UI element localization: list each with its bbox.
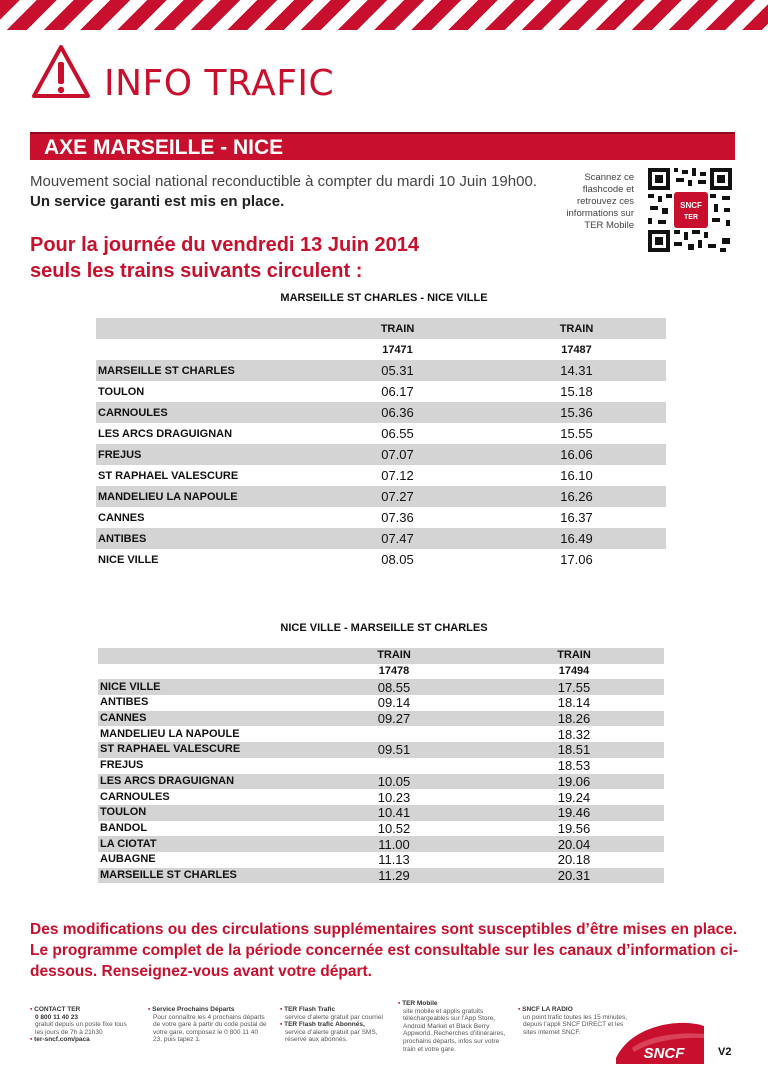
departure-time: 10.23 <box>377 789 411 805</box>
departure-time: 06.55 <box>381 426 414 441</box>
route-1-title-text: MARSEILLE ST CHARLES - NICE VILLE <box>280 292 488 304</box>
bullet-icon: ▪ <box>148 1006 153 1013</box>
station-name: ST RAPHAEL VALESCURE <box>98 742 304 758</box>
contact-phone[interactable]: 0 800 11 40 23 <box>35 1013 79 1021</box>
station-name: CANNES <box>98 511 145 524</box>
departure-time: 19.46 <box>484 805 664 821</box>
departure-time: 16.26 <box>487 486 666 507</box>
departure-time: 17.55 <box>484 679 664 695</box>
route-1-title <box>0 292 768 304</box>
header-empty-cell <box>98 664 304 680</box>
bullet-icon: ▪ <box>398 1000 403 1007</box>
bullet-icon: ▪ <box>30 1036 35 1044</box>
departure-time: 15.36 <box>487 402 666 423</box>
departure-time: 19.24 <box>557 789 591 805</box>
departure-time: 07.27 <box>308 486 487 507</box>
train-number-row <box>96 339 666 360</box>
station-name: ANTIBES <box>96 528 308 549</box>
departure-time: 16.10 <box>560 468 593 483</box>
departure-time: 10.52 <box>377 820 411 836</box>
table-row <box>96 402 666 423</box>
header-empty-cell <box>96 339 308 360</box>
table-row <box>96 528 666 549</box>
table-row <box>98 805 664 821</box>
departure-time: 19.06 <box>484 774 664 790</box>
departure-time: 11.00 <box>304 836 484 852</box>
departure-time: 11.13 <box>378 852 410 868</box>
hazard-stripe-band <box>0 0 768 30</box>
table-row <box>98 836 664 852</box>
station-name: BANDOL <box>100 821 148 834</box>
bullet-icon: ▪ <box>280 1021 285 1029</box>
headline-line-1: Pour la journée du vendredi 13 Juin 2014 <box>30 234 420 256</box>
train-number: 17478 <box>378 665 410 678</box>
flash-subscribers-desc: service d’alerte gratuit par SMS, réservé aux abonnés. <box>285 1028 378 1044</box>
departure-time: 16.06 <box>487 444 666 465</box>
contact-desc: gratuit depuis un poste fixe tous les jours de 7h à 21h30 <box>35 1021 127 1036</box>
table-row <box>98 758 664 774</box>
radio-desc: un point trafic toutes les 15 minutes, depuis l’appli SNCF DIRECT et les sites internet SNCF. <box>523 1013 628 1036</box>
station-name: FREJUS <box>96 444 308 465</box>
departure-time: 18.51 <box>484 742 664 758</box>
departure-time: 09.14 <box>377 695 411 711</box>
departure-time: 14.31 <box>487 360 666 381</box>
notice-bold: Un service garanti est mis en place. <box>30 193 285 210</box>
disclaimer: Des modifications ou des circulations supplémentaires sont susceptibles d’être mises en place. Le programme complet de la période concernée est consultable sur les canaux d’information ci-dessous. Renseignez-vous avant votre départ. <box>30 921 739 980</box>
station-name: MARSEILLE ST CHARLES <box>98 868 304 884</box>
departure-time: 08.05 <box>381 552 414 567</box>
table-row <box>96 486 666 507</box>
departure-time <box>304 758 484 774</box>
table-row <box>96 465 666 486</box>
station-name: TOULON <box>98 805 304 821</box>
train-number: 17494 <box>558 665 590 678</box>
footer-ter-mobile <box>398 1000 510 1053</box>
route-2-title <box>0 622 768 634</box>
prochains-title: Service Prochains Départs <box>152 1006 235 1013</box>
departure-time: 20.18 <box>557 852 591 868</box>
header-train-label: TRAIN <box>304 648 484 664</box>
departure-time: 11.29 <box>304 868 484 884</box>
warning-triangle-icon <box>30 42 92 104</box>
departure-time: 10.41 <box>304 805 484 821</box>
departure-time: 09.27 <box>304 711 484 727</box>
flash-subscribers-title: TER Flash trafic Abonnés, <box>284 1021 365 1029</box>
departure-time: 08.55 <box>304 679 484 695</box>
table-row <box>96 444 666 465</box>
table-row <box>98 774 664 790</box>
train-number: 17487 <box>561 343 592 356</box>
station-name: NICE VILLE <box>98 553 159 566</box>
flash-title: TER Flash Trafic <box>284 1006 336 1013</box>
qr-code-icon[interactable] <box>646 166 734 254</box>
header-empty-cell <box>96 318 308 339</box>
version-label: V2 <box>718 1046 732 1058</box>
footer-prochains-departs <box>148 1006 268 1044</box>
table-row <box>98 742 664 758</box>
departure-time: 20.31 <box>484 868 664 884</box>
page-title: INFO TRAFIC <box>104 62 335 104</box>
table-row <box>96 360 666 381</box>
departure-time: 18.53 <box>557 758 591 774</box>
timetable-nice-marseille <box>98 648 664 883</box>
departure-time: 07.47 <box>308 528 487 549</box>
departure-time: 06.36 <box>308 402 487 423</box>
train-number: 17471 <box>382 343 413 356</box>
station-name: ANTIBES <box>100 696 149 709</box>
departure-time: 10.05 <box>304 774 484 790</box>
departure-time: 18.14 <box>557 695 591 711</box>
notice-text: Mouvement social national reconductible à compter du mardi 10 Juin 19h00. <box>30 173 537 190</box>
station-name: CARNOULES <box>100 790 170 803</box>
footer-flash-trafic <box>280 1006 392 1044</box>
departure-time: 07.12 <box>381 468 414 483</box>
mobile-title: TER Mobile <box>402 1000 438 1007</box>
table-row <box>96 423 666 444</box>
svg-text:TER: TER <box>684 214 698 221</box>
bullet-icon: ▪ <box>280 1006 285 1013</box>
station-name: FREJUS <box>100 759 144 772</box>
departure-time: 15.18 <box>560 384 593 399</box>
prochains-desc: Pour connaître les 4 prochains départs de votre gare à partir du code postal de votre gare, composez le 0 800 11 40 23, puis tapez 1. <box>153 1013 267 1044</box>
departure-time: 07.07 <box>308 444 487 465</box>
radio-title: SNCF LA RADIO <box>522 1006 573 1013</box>
timetable-marseille-nice <box>96 318 666 570</box>
station-name: AUBAGNE <box>100 853 156 866</box>
departure-time: 16.37 <box>560 510 593 525</box>
table-header-row <box>96 318 666 339</box>
table-row <box>98 868 664 884</box>
header-empty-cell <box>98 648 304 664</box>
bullet-icon: ▪ <box>518 1006 523 1013</box>
station-name: TOULON <box>98 385 145 398</box>
station-name: MANDELIEU LA NAPOULE <box>96 486 308 507</box>
station-name: MANDELIEU LA NAPOULE <box>100 727 240 740</box>
mobile-desc: site mobile et applis gratuits téléchargeables sur l’App Store, Android Market et Black Berry Appworld. Recherches d’itinéraires, prochains départs, infos sur votre train et votre gare. <box>403 1007 506 1053</box>
headline <box>30 232 419 284</box>
header-train-label: TRAIN <box>487 318 666 339</box>
svg-text:SNCF: SNCF <box>680 201 702 210</box>
axe-title-bar: AXE MARSEILLE - NICE <box>30 132 735 160</box>
flash-desc: service d’alerte gratuit par courriel <box>285 1013 383 1021</box>
strike-notice <box>30 172 550 212</box>
bullet-icon: ▪ <box>30 1006 35 1013</box>
station-name: CARNOULES <box>96 402 308 423</box>
sncf-logo <box>612 1018 708 1072</box>
contact-title: CONTACT TER <box>34 1006 81 1013</box>
scan-instructions: Scannez ce flashcode et retrouvez ces informations sur TER Mobile <box>566 172 634 231</box>
table-row <box>98 711 664 727</box>
station-name: CANNES <box>98 711 304 727</box>
table-row <box>96 381 666 402</box>
headline-line-2: seuls les trains suivants circulent : <box>30 260 363 282</box>
departure-time <box>304 726 484 742</box>
departure-time: 06.17 <box>381 384 414 399</box>
departure-time: 18.32 <box>557 726 591 742</box>
page-header <box>30 42 334 104</box>
departure-time: 07.36 <box>381 510 414 525</box>
station-name: NICE VILLE <box>98 679 304 695</box>
train-number-row <box>98 664 664 680</box>
departure-time: 19.56 <box>557 820 591 836</box>
station-name: LA CIOTAT <box>98 836 304 852</box>
table-row <box>98 852 664 868</box>
departure-time: 05.31 <box>308 360 487 381</box>
departure-time: 17.06 <box>560 552 593 567</box>
route-2-title-text: NICE VILLE - MARSEILLE ST CHARLES <box>280 622 488 634</box>
departure-time: 09.51 <box>304 742 484 758</box>
sncf-logo-text: SNCF <box>643 1045 685 1062</box>
table-row <box>98 821 664 837</box>
header-train-label: TRAIN <box>308 318 487 339</box>
table-row <box>96 507 666 528</box>
departure-time: 15.55 <box>560 426 593 441</box>
header-train-label: TRAIN <box>484 648 664 664</box>
table-row <box>98 726 664 742</box>
departure-time: 20.04 <box>484 836 664 852</box>
table-row <box>98 679 664 695</box>
footer-contact <box>30 1006 130 1044</box>
station-name: MARSEILLE ST CHARLES <box>96 360 308 381</box>
departure-time: 16.49 <box>487 528 666 549</box>
table-row <box>96 549 666 570</box>
table-row <box>98 789 664 805</box>
table-row <box>98 695 664 711</box>
station-name: ST RAPHAEL VALESCURE <box>98 469 239 482</box>
departure-time: 18.26 <box>484 711 664 727</box>
station-name: LES ARCS DRAGUIGNAN <box>98 774 304 790</box>
contact-site-link[interactable]: ter-sncf.com/paca <box>34 1036 90 1044</box>
table-header-row <box>98 648 664 664</box>
station-name: LES ARCS DRAGUIGNAN <box>98 427 233 440</box>
